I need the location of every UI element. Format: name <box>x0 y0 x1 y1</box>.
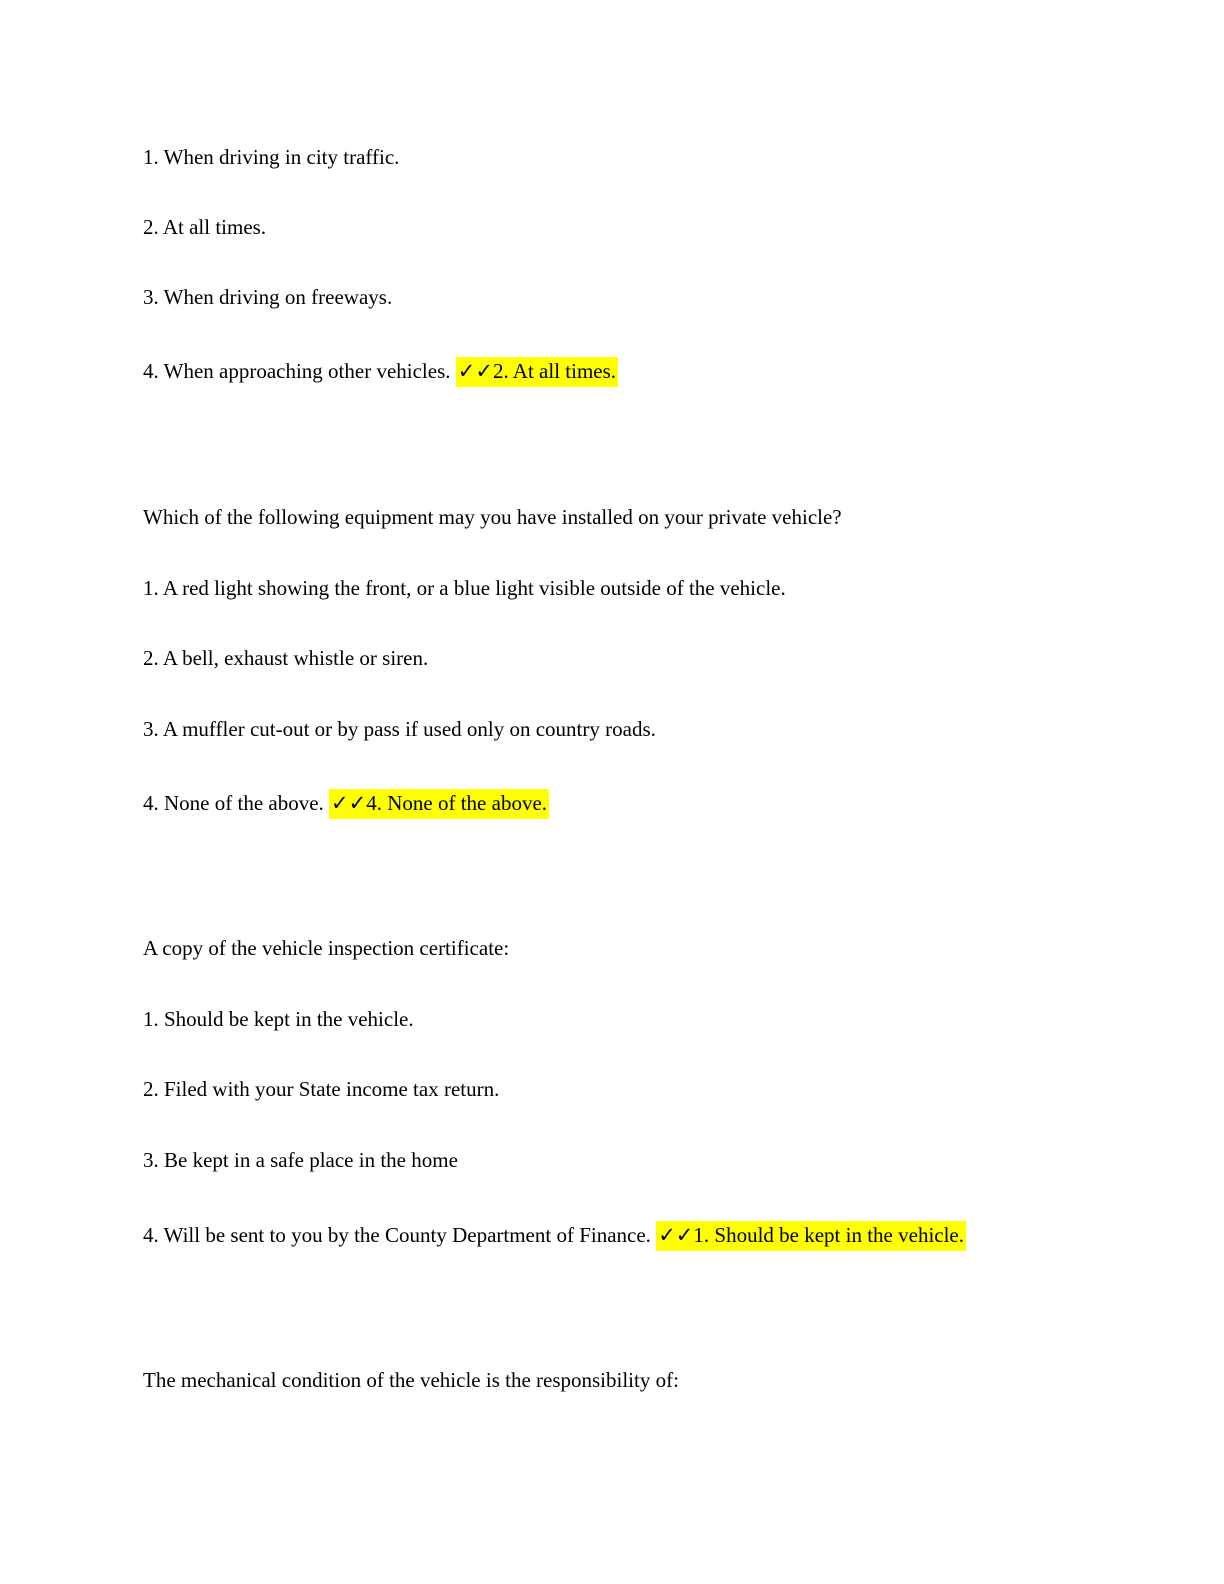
double-check-icon: ✓✓ <box>331 791 367 815</box>
q1-answer-text: 2. At all times. <box>492 359 617 383</box>
q1-option-4: 4. When approaching other vehicles. <box>143 359 451 383</box>
double-check-icon: ✓✓ <box>658 1223 694 1247</box>
q3-option-2: 2. Filed with your State income tax return. <box>143 1077 500 1101</box>
q2-option-2: 2. A bell, exhaust whistle or siren. <box>143 646 429 670</box>
q1-option-4-row <box>143 357 618 385</box>
q3-answer-highlight <box>656 1221 966 1251</box>
double-check-icon: ✓✓ <box>457 359 493 383</box>
q2-option-4: 4. None of the above. <box>143 791 324 815</box>
q3-option-1: 1. Should be kept in the vehicle. <box>143 1007 414 1031</box>
q2-option-1: 1. A red light showing the front, or a blue light visible outside of the vehicle. <box>143 576 786 600</box>
q3-answer-text: 1. Should be kept in the vehicle. <box>693 1223 965 1247</box>
q3-option-3: 3. Be kept in a safe place in the home <box>143 1148 458 1172</box>
q2-option-4-row <box>143 789 549 817</box>
q2-answer-text: 4. None of the above. <box>366 791 548 815</box>
q4-prompt: The mechanical condition of the vehicle is the responsibility of: <box>143 1368 679 1392</box>
q1-option-3: 3. When driving on freeways. <box>143 285 393 309</box>
q2-prompt: Which of the following equipment may you have installed on your private vehicle? <box>143 505 842 529</box>
q1-answer-highlight <box>456 357 618 387</box>
q1-option-2: 2. At all times. <box>143 215 267 239</box>
q2-option-3: 3. A muffler cut-out or by pass if used only on country roads. <box>143 717 656 741</box>
q3-prompt: A copy of the vehicle inspection certificate: <box>143 936 510 960</box>
q2-answer-highlight <box>329 789 549 819</box>
q3-option-4-row <box>143 1221 966 1249</box>
q1-option-1: 1. When driving in city traffic. <box>143 145 400 169</box>
q3-option-4: 4. Will be sent to you by the County Department of Finance. <box>143 1223 651 1247</box>
